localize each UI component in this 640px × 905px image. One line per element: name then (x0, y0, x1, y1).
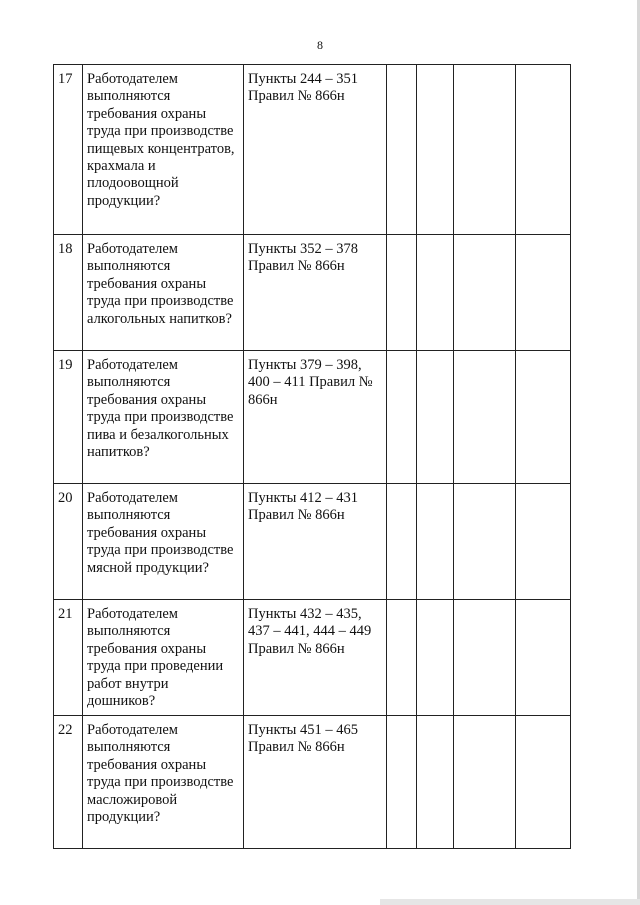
table-row (54, 351, 571, 484)
requirement-cell: Пункты 451 – 465 Правил № 866н (244, 716, 387, 849)
answer-na-cell (454, 600, 516, 716)
answer-yes-cell (387, 235, 417, 351)
note-cell (516, 716, 571, 849)
note-cell (516, 600, 571, 716)
table-row (54, 65, 571, 235)
row-number: 20 (54, 484, 83, 600)
note-cell (516, 484, 571, 600)
page-number: 8 (317, 38, 323, 52)
table-row (54, 235, 571, 351)
answer-no-cell (417, 484, 454, 600)
note-cell (516, 351, 571, 484)
answer-yes-cell (387, 65, 417, 235)
answer-yes-cell (387, 600, 417, 716)
answer-no-cell (417, 65, 454, 235)
row-number: 18 (54, 235, 83, 351)
scan-edge-bottom (380, 899, 640, 905)
table-row (54, 600, 571, 716)
row-number: 19 (54, 351, 83, 484)
requirement-cell: Пункты 412 – 431 Правил № 866н (244, 484, 387, 600)
answer-na-cell (454, 716, 516, 849)
table-row (54, 484, 571, 600)
table-row (54, 716, 571, 849)
answer-na-cell (454, 484, 516, 600)
requirement-cell: Пункты 244 – 351 Правил № 866н (244, 65, 387, 235)
answer-no-cell (417, 600, 454, 716)
question-cell: Работодателем выполняются требования охраны труда при производстве масложировой продукции? (83, 716, 244, 849)
answer-no-cell (417, 716, 454, 849)
question-cell: Работодателем выполняются требования охраны труда при производстве пива и безалкогольных напитков? (83, 351, 244, 484)
question-cell: Работодателем выполняются требования охраны труда при производстве алкогольных напитков? (83, 235, 244, 351)
checklist-table (53, 64, 571, 849)
note-cell (516, 235, 571, 351)
question-cell: Работодателем выполняются требования охраны труда при производстве мясной продукции? (83, 484, 244, 600)
answer-na-cell (454, 235, 516, 351)
note-cell (516, 65, 571, 235)
answer-no-cell (417, 235, 454, 351)
answer-yes-cell (387, 716, 417, 849)
row-number: 17 (54, 65, 83, 235)
question-cell: Работодателем выполняются требования охраны труда при производстве пищевых концентратов, крахмала и плодоовощной продукции? (83, 65, 244, 235)
requirement-cell: Пункты 379 – 398, 400 – 411 Правил № 866н (244, 351, 387, 484)
answer-yes-cell (387, 484, 417, 600)
question-cell: Работодателем выполняются требования охраны труда при проведении работ внутри дошников? (83, 600, 244, 716)
answer-no-cell (417, 351, 454, 484)
requirement-cell: Пункты 432 – 435, 437 – 441, 444 – 449 Правил № 866н (244, 600, 387, 716)
answer-na-cell (454, 65, 516, 235)
answer-yes-cell (387, 351, 417, 484)
answer-na-cell (454, 351, 516, 484)
row-number: 22 (54, 716, 83, 849)
row-number: 21 (54, 600, 83, 716)
requirement-cell: Пункты 352 – 378 Правил № 866н (244, 235, 387, 351)
